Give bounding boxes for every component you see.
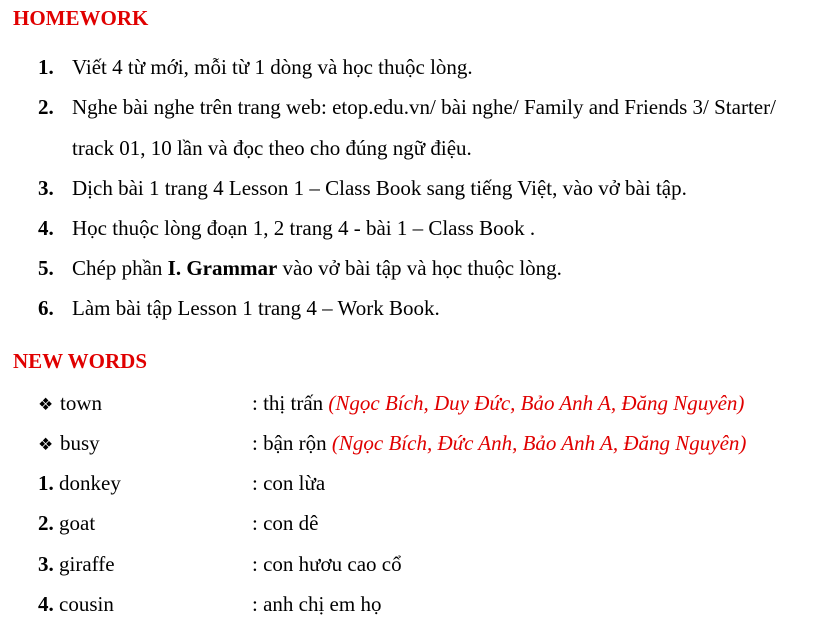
student-names: (Ngọc Bích, Đức Anh, Bảo Anh A, Đăng Nguyên) <box>331 431 747 455</box>
new-word-meaning: : anh chị em họ <box>252 592 382 616</box>
new-word-term <box>38 431 100 457</box>
homework-item-number: 5. <box>38 256 54 280</box>
word-number: 3. <box>38 552 54 576</box>
new-word-term <box>38 471 121 495</box>
homework-item-text: Làm bài tập Lesson 1 trang 4 – Work Book. <box>72 296 440 320</box>
homework-item-text: Viết 4 từ mới, mỗi từ 1 dòng và học thuộc lòng. <box>72 55 473 79</box>
grammar-emphasis: I. Grammar <box>167 256 278 280</box>
homework-item-number: 2. <box>38 95 54 119</box>
new-word: donkey <box>59 471 121 495</box>
new-word: town <box>60 391 102 415</box>
meaning-text: : bận rộn <box>252 431 327 455</box>
new-word-term <box>38 592 114 616</box>
homework-item-text <box>72 256 562 280</box>
new-word-term <box>38 391 102 417</box>
new-word-meaning: : con hươu cao cổ <box>252 552 402 576</box>
diamond-bullet-icon: ❖ <box>38 435 54 455</box>
homework-item-text: Dịch bài 1 trang 4 Lesson 1 – Class Book sang tiếng Việt, vào vở bài tập. <box>72 176 687 200</box>
new-word: giraffe <box>59 552 115 576</box>
homework-item-text: Nghe bài nghe trên trang web: etop.edu.vn/ bài nghe/ Family and Friends 3/ Starter/ <box>72 95 776 119</box>
homework-item-text: Học thuộc lòng đoạn 1, 2 trang 4 - bài 1 – Class Book . <box>72 216 536 240</box>
new-word-meaning: : con lừa <box>252 471 326 495</box>
homework-heading: HOMEWORK <box>13 6 149 30</box>
diamond-bullet-icon: ❖ <box>38 395 54 415</box>
new-word: cousin <box>59 592 114 616</box>
homework-item-number: 6. <box>38 296 54 320</box>
homework-item-number: 3. <box>38 176 54 200</box>
meaning-text: : thị trấn <box>252 391 324 415</box>
new-word-meaning <box>252 431 746 455</box>
new-word-meaning: : con dê <box>252 511 319 535</box>
word-number: 1. <box>38 471 54 495</box>
new-word: goat <box>59 511 96 535</box>
homework-item-text-post: vào vở bài tập và học thuộc lòng. <box>277 256 562 280</box>
student-names: (Ngọc Bích, Duy Đức, Bảo Anh A, Đăng Nguyên) <box>328 391 745 415</box>
word-number: 4. <box>38 592 54 616</box>
homework-item-text-pre: Chép phần <box>72 256 168 280</box>
new-word: busy <box>60 431 100 455</box>
homework-item-number: 4. <box>38 216 54 240</box>
new-word-term <box>38 511 95 535</box>
new-word-meaning <box>252 391 744 415</box>
word-number: 2. <box>38 511 54 535</box>
homework-item-text: track 01, 10 lần và đọc theo cho đúng ngữ điệu. <box>72 136 472 160</box>
new-words-heading: NEW WORDS <box>13 349 148 373</box>
new-word-term <box>38 552 115 576</box>
homework-item-number: 1. <box>38 55 54 79</box>
